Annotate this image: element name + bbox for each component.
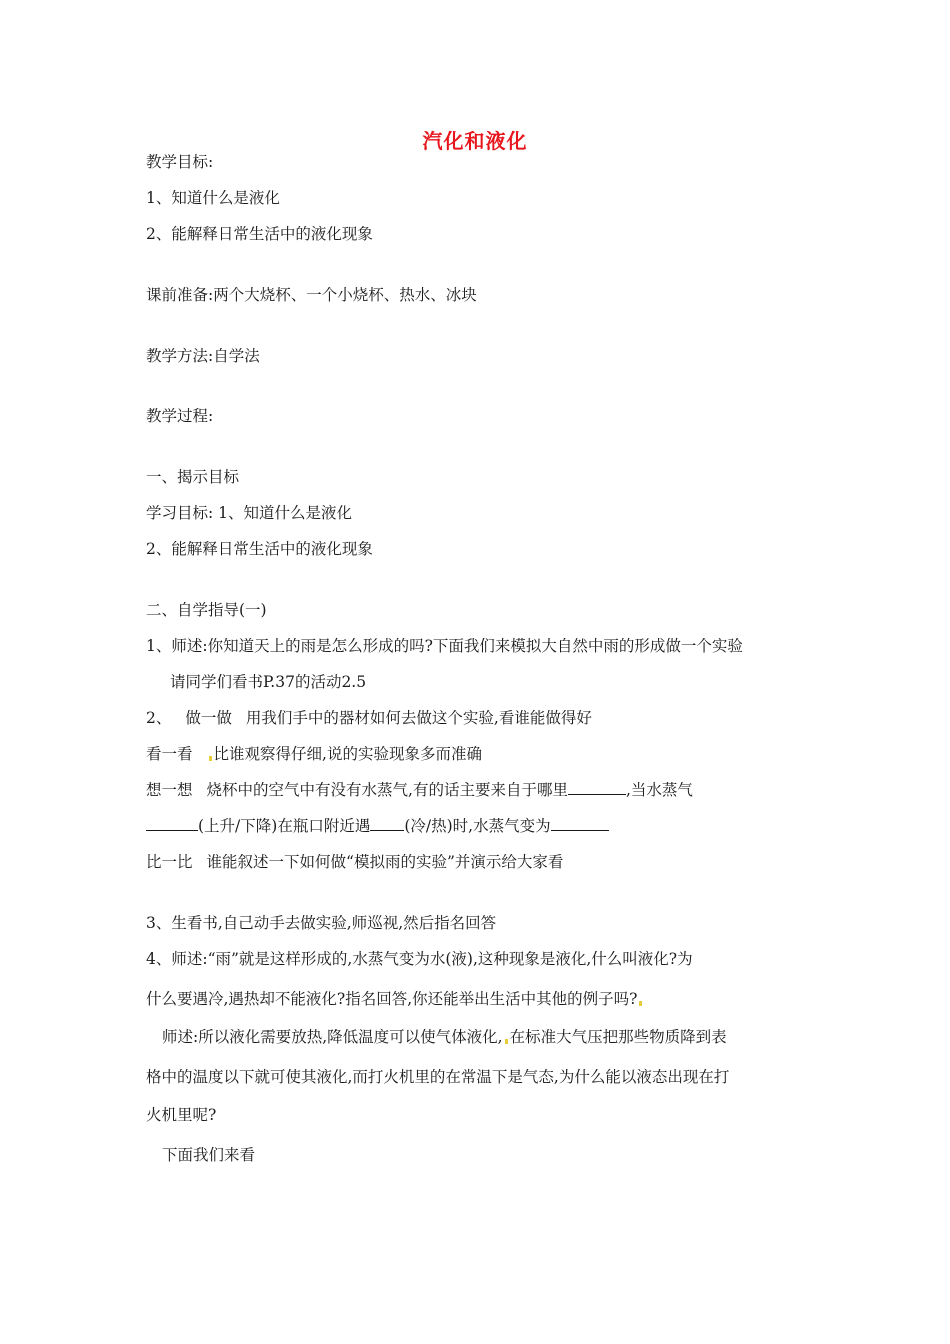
- think2-text-a: (上升/下降)在瓶口附近遇: [198, 817, 371, 835]
- teach-text-a: 师述:所以液化需要放热,降低温度可以使气体液化,: [162, 1028, 503, 1046]
- section1-heading: 一、揭示目标: [146, 468, 240, 486]
- teacher-line-1: [162, 1027, 727, 1047]
- compare-text: 谁能叙述一下如何做“模拟雨的实验”并演示给大家看: [206, 853, 564, 871]
- mark-dot: [639, 1001, 642, 1006]
- section2-item3: 3、生看书,自己动手去做实验,师巡视,然后指名回答: [146, 914, 497, 932]
- section2-item1: 1、师述:你知道天上的雨是怎么形成的吗?下面我们来模拟大自然中雨的形成做一个实验: [146, 637, 743, 655]
- think2-text-b: (冷/热)时,水蒸气变为: [404, 817, 551, 835]
- compare-label: 比一比: [146, 853, 193, 871]
- think-line: [146, 780, 693, 800]
- process-heading: 教学过程:: [146, 407, 214, 425]
- teacher-line-3: 火机里呢?: [146, 1106, 217, 1124]
- prep-line: 课前准备:两个大烧杯、一个小烧杯、热水、冰块: [146, 286, 477, 304]
- section2-item4a: 4、师述:“雨”就是这样形成的,水蒸气变为水(液),这种现象是液化,什么叫液化?为: [146, 950, 693, 968]
- think-text-2: ,当水蒸气: [625, 781, 693, 799]
- goal-item-1: 1、知道什么是液化: [146, 189, 280, 207]
- look-label: 看一看: [146, 745, 193, 763]
- section2-item4b: [146, 989, 644, 1009]
- item2-label: 做一做: [185, 709, 232, 727]
- goals-heading: 教学目标:: [146, 153, 214, 171]
- think-line-2: [146, 816, 609, 836]
- fill-blank-4[interactable]: [551, 816, 609, 831]
- look-text: 比谁观察得仔细,说的实验现象多而准确: [213, 745, 482, 763]
- method-line: 教学方法:自学法: [146, 347, 260, 365]
- mark-dot: [209, 756, 212, 761]
- item4b-text: 什么要遇冷,遇热却不能液化?指名回答,你还能举出生活中其他的例子吗?: [146, 990, 638, 1008]
- section2-item2: [146, 708, 592, 728]
- fill-blank-3[interactable]: [370, 816, 404, 831]
- think-text: 烧杯中的空气中有没有水蒸气,有的话主要来自于哪里: [206, 781, 568, 799]
- section2-heading: 二、自学指导(一): [146, 601, 267, 619]
- look-line: [146, 744, 482, 764]
- section1-line1: 学习目标: 1、知道什么是液化: [146, 504, 353, 522]
- section1-line2: 2、能解释日常生活中的液化现象: [146, 540, 373, 558]
- think-label: 想一想: [146, 781, 193, 799]
- page-title: 汽化和液化: [422, 129, 528, 153]
- teacher-line-2: 格中的温度以下就可使其液化,而打火机里的在常温下是气态,为什么能以液态出现在打: [146, 1068, 730, 1086]
- fill-blank-1[interactable]: [568, 780, 626, 795]
- teach-text-b: 在标准大气压把那些物质降到表: [509, 1028, 727, 1046]
- fill-blank-2[interactable]: [146, 816, 198, 831]
- compare-line: [146, 852, 563, 872]
- item2-number: 2、: [146, 709, 172, 727]
- section2-item1b: 请同学们看书P.37的活动2.5: [170, 673, 367, 691]
- item2-text: 用我们手中的器材如何去做这个实验,看谁能做得好: [245, 709, 592, 727]
- next-line: 下面我们来看: [162, 1146, 256, 1164]
- mark-dot: [505, 1039, 508, 1044]
- goal-item-2: 2、能解释日常生活中的液化现象: [146, 225, 373, 243]
